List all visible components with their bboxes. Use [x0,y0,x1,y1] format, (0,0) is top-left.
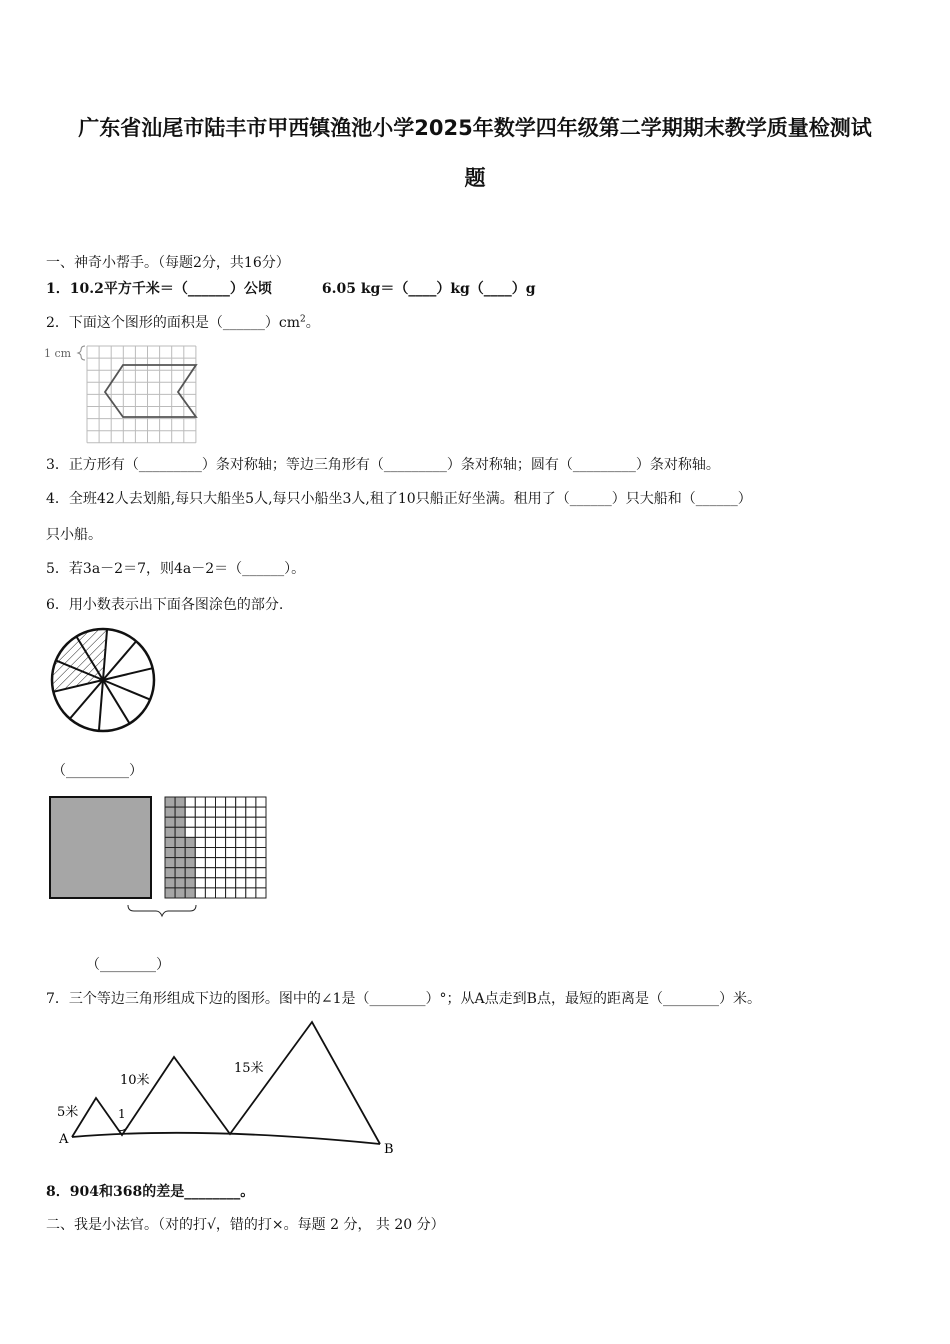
grid-cell [246,848,256,858]
grid-cell [195,868,205,878]
point-a-label: A [59,1132,69,1147]
grid-cell-shaded [165,888,175,898]
grid-cell [216,888,226,898]
question-2-superscript: 2 [300,314,306,325]
page-title: 广东省汕尾市陆丰市甲西镇渔池小学2025年数学四年级第二学期期末教学质量检测试 [78,116,872,140]
grid-cell-shaded [185,848,195,858]
question-1-part-2: 6.05 kg＝（____）kg（____）g [321,281,536,297]
grid-cell [195,797,205,807]
triangle-outlines [72,1022,380,1144]
question-4-line-2: 只小船。 [46,527,102,543]
grid-cell-shaded [185,868,195,878]
grid-cell [226,888,236,898]
grid-cell [195,848,205,858]
grid-cell-shaded [185,837,195,847]
grid-cell [216,807,226,817]
grid-cell [205,837,215,847]
grid-cell [216,817,226,827]
grid-cell [246,807,256,817]
grid-cell [236,817,246,827]
grid-cell-shaded [175,837,185,847]
grid-cell [226,797,236,807]
grid-cell-shaded [175,807,185,817]
question-5: 5．若3a－2＝7，则4a－2＝（______）。 [46,561,306,577]
grid-cell [256,888,266,898]
grid-cell [256,797,266,807]
grid-cell [236,848,246,858]
grid-cell [256,837,266,847]
grid-cell [236,858,246,868]
grid-cell-shaded [165,827,175,837]
grid-cell [226,868,236,878]
hundred-grid [165,797,266,898]
grid-cell-shaded [175,858,185,868]
grid-cell [226,807,236,817]
grid-cell [205,858,215,868]
question-4-line-1: 4．全班42人去划船,每只大船坐5人,每只小船坐3人,租了10只船正好坐满。租用了（______）只大船和（______） [46,491,752,507]
grid-cell-shaded [175,848,185,858]
grid-cell [246,878,256,888]
grid-cell [246,858,256,868]
grid-cell [256,807,266,817]
grid-cell [246,817,256,827]
grid-cell [216,868,226,878]
square-grid-figure [48,795,273,920]
question-2-end: 。 [305,315,320,331]
grid-cell [216,827,226,837]
large-triangle-label: 15米 [234,1061,264,1076]
grid-cell [216,858,226,868]
question-3: 3．正方形有（_________）条对称轴；等边三角形有（_________）条对称轴；圆有（_________）条对称轴。 [46,457,720,473]
grid-cell-shaded [185,858,195,868]
grid-cell [256,868,266,878]
grid-cell-shaded [175,827,185,837]
grid-cell-shaded [165,858,175,868]
section-1-heading: 一、神奇小帮手。（每题2分，共16分） [46,255,290,271]
grid-cell-shaded [165,817,175,827]
grid-cell-shaded [165,797,175,807]
grid-cell-shaded [175,797,185,807]
grid-cell [226,827,236,837]
grid-cell [226,817,236,827]
grid-cell-shaded [165,807,175,817]
grid-cell [195,878,205,888]
grid-cell [205,817,215,827]
grid-cell [205,827,215,837]
grid-cell [205,868,215,878]
grid-cell [256,827,266,837]
grid-cell [256,878,266,888]
grid-cell [216,797,226,807]
grid-cell-shaded [175,868,185,878]
grid-cell-shaded [165,878,175,888]
grid-cell [246,827,256,837]
grid-cell [185,807,195,817]
grid-cell [246,868,256,878]
grid-cell [236,807,246,817]
question-8: 8．904和368的差是________。 [46,1184,255,1200]
grid-cell [195,817,205,827]
question-1-part-1: 10.2平方千米＝（______）公顷 [69,281,272,297]
grid-cell [205,878,215,888]
scale-brace [78,346,85,360]
grid-cell [205,848,215,858]
grid-cell [195,837,205,847]
grid-cell [195,807,205,817]
grid-cell [246,888,256,898]
grid-cell [226,837,236,847]
scale-label: 1 cm [44,347,72,360]
angle-1-label: 1 [118,1107,126,1121]
triangles-figure [50,1014,410,1159]
grid-cell [236,868,246,878]
question-1 [46,278,536,298]
grid-cell [236,888,246,898]
grid-cell [256,817,266,827]
grid-cell-shaded [185,888,195,898]
base-line [72,1133,380,1144]
grid-cell [216,848,226,858]
grid-cell [195,827,205,837]
grid-cell [195,888,205,898]
small-triangle-label: 5米 [57,1105,79,1120]
shaded-sectors [52,629,107,692]
question-7: 7．三个等边三角形组成下边的图形。图中的∠1是（________）°；从A点走到B点，最短的距离是（________）米。 [46,991,761,1007]
grid-cell [246,837,256,847]
grid-cell [216,878,226,888]
grid-cell [205,807,215,817]
question-1-number: 1． [46,281,70,297]
grid-cell [185,817,195,827]
grid-cell-shaded [175,888,185,898]
grid-cell-shaded [175,878,185,888]
question-2-text: 2．下面这个图形的面积是（______）cm [46,315,301,331]
grid-cell [205,888,215,898]
grid-polygon-figure [44,342,219,442]
section-2-heading: 二、我是小法官。（对的打√，错的打×。每题 2 分， 共 20 分） [46,1217,445,1233]
underbrace [128,905,196,916]
shaded-circle-figure [50,627,156,733]
grid-cell-shaded [165,848,175,858]
grid-cell [246,797,256,807]
grid-cell-shaded [185,878,195,888]
grid-cell [226,858,236,868]
question-2 [46,312,320,332]
point-b-label: B [384,1142,394,1157]
grid-cell [205,797,215,807]
full-shaded-square [50,797,151,898]
grid-cell [236,827,246,837]
grid-cell [256,858,266,868]
page-title-continued: 题 [464,166,486,190]
grid-cell [216,837,226,847]
grid-cell-shaded [175,817,185,827]
question-6-blank-2: （________） [86,957,170,973]
grid-cell [226,848,236,858]
question-6: 6．用小数表示出下面各图涂色的部分. [46,597,284,613]
grid-cell [236,797,246,807]
grid-cell [195,858,205,868]
grid-cell [236,837,246,847]
polygon-shape [105,365,196,417]
grid-cell [236,878,246,888]
medium-triangle-label: 10米 [120,1073,150,1088]
grid-cell-shaded [165,868,175,878]
grid-cell [256,848,266,858]
question-6-blank-1: （_________） [52,763,143,779]
grid-cell [185,827,195,837]
circle-spoke [99,680,103,731]
grid-cell [185,797,195,807]
grid-cell-shaded [165,837,175,847]
grid-cell [226,878,236,888]
